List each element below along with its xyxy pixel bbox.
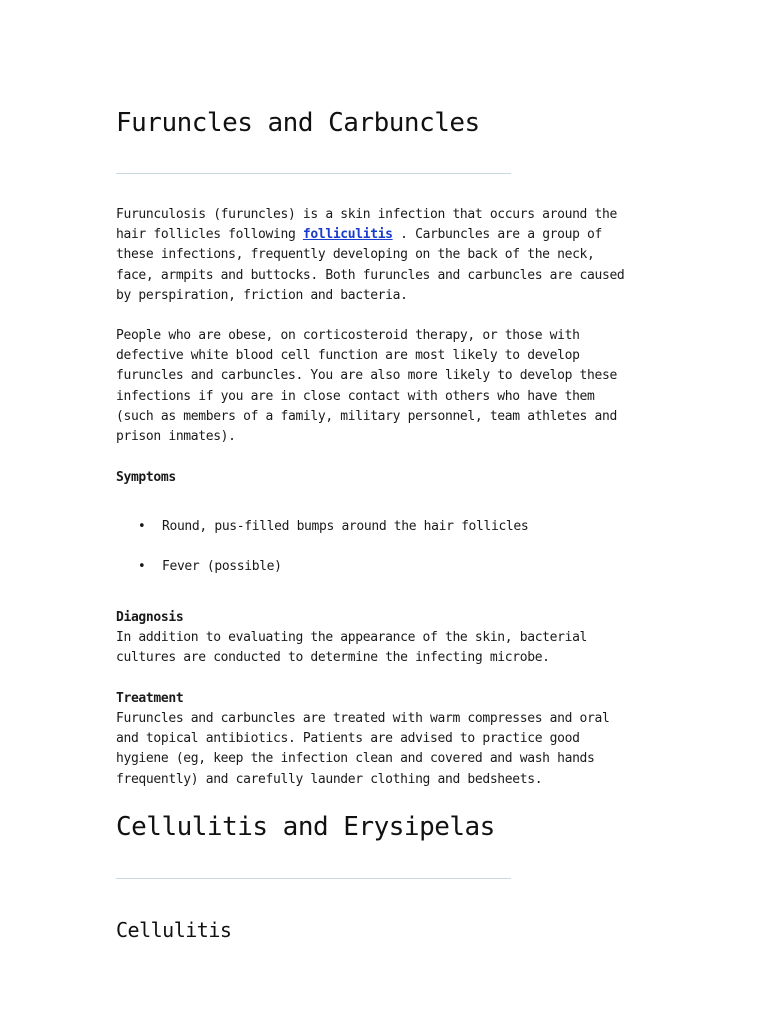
diagnosis-heading: Diagnosis: [116, 610, 184, 625]
intro-line: Furunculosis (furuncles) is a skin infection that occurs around the: [116, 207, 617, 222]
symptom-text: Fever (possible): [162, 559, 282, 574]
diagnosis-line: cultures are conducted to determine the infecting microbe.: [116, 650, 550, 666]
treatment-line: and topical antibiotics. Patients are advised to practice good: [116, 731, 580, 747]
treatment-line: Furuncles and carbuncles are treated with warm compresses and oral: [116, 711, 610, 726]
symptom-list-item: [138, 557, 282, 577]
intro-line: by perspiration, friction and bacteria.: [116, 287, 408, 303]
section-title-furuncles: Furuncles and Carbuncles: [116, 108, 480, 138]
symptoms-heading: Symptoms: [116, 470, 176, 485]
risk-line: People who are obese, on corticosteroid therapy, or those with: [116, 328, 580, 343]
diagnosis-line: In addition to evaluating the appearance of the skin, bacterial: [116, 630, 588, 645]
section-divider: [116, 878, 511, 879]
subsection-title-cellulitis: Cellulitis: [116, 918, 232, 942]
treatment-line: frequently) and carefully launder clothing and bedsheets.: [116, 771, 543, 787]
folliculitis-link[interactable]: folliculitis: [302, 227, 393, 243]
bullet-icon: •: [138, 519, 146, 534]
risk-line: (such as members of a family, military personnel, team athletes and: [116, 408, 617, 424]
intro-text: . Carbuncles are a group of: [392, 227, 603, 243]
intro-text: hair follicles following: [116, 227, 303, 243]
treatment-line: hygiene (eg, keep the infection clean and covered and wash hands: [116, 751, 595, 767]
treatment-heading: Treatment: [116, 691, 184, 706]
diagnosis-paragraph: [116, 628, 656, 668]
intro-paragraph: [116, 205, 656, 306]
risk-paragraph: [116, 326, 656, 447]
section-title-cellulitis-erysipelas: Cellulitis and Erysipelas: [116, 812, 495, 842]
bullet-icon: •: [138, 559, 146, 574]
intro-line: face, armpits and buttocks. Both furuncles and carbuncles are caused: [116, 267, 625, 283]
risk-line: defective white blood cell function are most likely to develop: [116, 348, 580, 364]
intro-line: these infections, frequently developing on the back of the neck,: [116, 247, 595, 263]
symptom-list-item: [138, 517, 528, 537]
risk-line: furuncles and carbuncles. You are also more likely to develop these: [116, 368, 617, 384]
symptom-text: Round, pus-filled bumps around the hair follicles: [162, 519, 529, 534]
risk-line: prison inmates).: [116, 429, 236, 445]
risk-line: infections if you are in close contact with others who have them: [116, 388, 595, 404]
intro-line-with-link: [116, 225, 656, 245]
treatment-paragraph: [116, 709, 656, 790]
section-divider: [116, 173, 511, 174]
